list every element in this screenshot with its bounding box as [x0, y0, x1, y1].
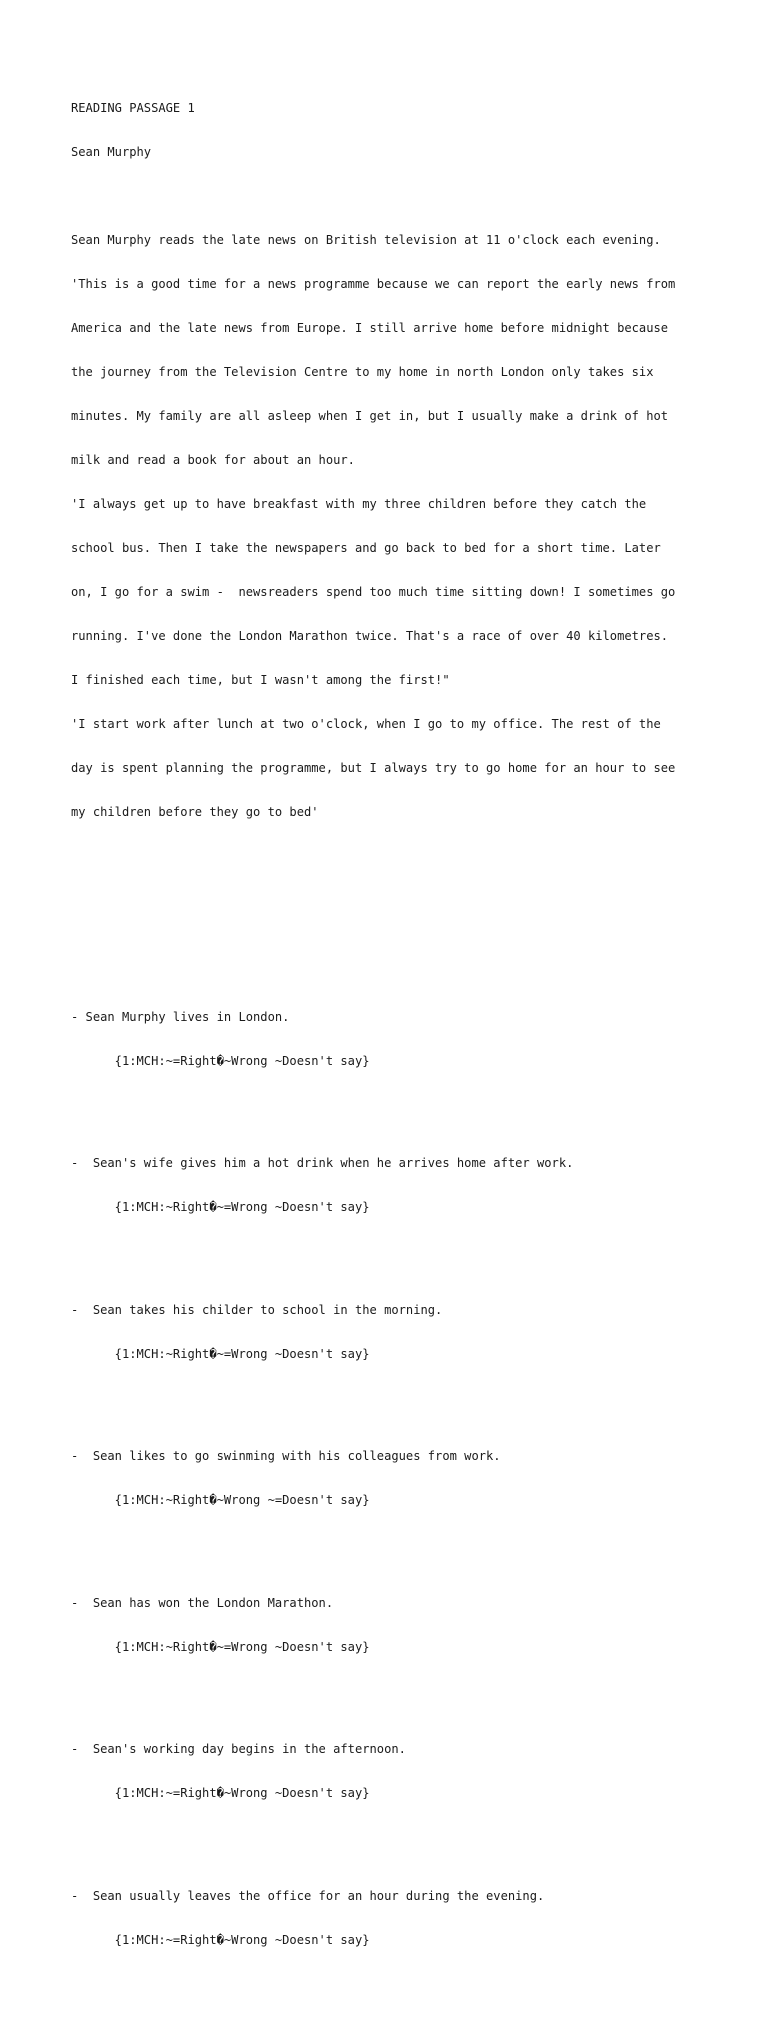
passage-line: America and the late news from Europe. I still arrive home before midnight because [71, 321, 669, 336]
question-item [71, 1273, 731, 1390]
question-answer-code: {1:MCH:~=Right�~Wrong ~Doesn't say} [71, 1053, 370, 1068]
passage-line: running. I've done the London Marathon twice. That's a race of over 40 kilometres. [71, 628, 669, 643]
passage-line: the journey from the Television Centre to my home in north London only takes six [71, 365, 654, 380]
passage-line: my children before they go to bed' [71, 804, 319, 819]
question-statement: - Sean usually leaves the office for an hour during the evening. [71, 1888, 545, 1903]
question-list [71, 951, 731, 2006]
passage-line: school bus. Then I take the newspapers and go back to bed for a short time. Later [71, 540, 661, 555]
question-statement: - Sean likes to go swinming with his colleagues from work. [71, 1449, 501, 1464]
passage-line: on, I go for a swim - newsreaders spend too much time sitting down! I sometimes go [71, 584, 676, 599]
passage-subject-name: Sean Murphy [71, 145, 152, 160]
question-answer-code: {1:MCH:~=Right�~Wrong ~Doesn't say} [71, 1932, 370, 1947]
passage-line: milk and read a book for about an hour. [71, 452, 355, 467]
passage-line: day is spent planning the programme, but I always try to go home for an hour to see [71, 760, 676, 775]
question-statement: - Sean's wife gives him a hot drink when he arrives home after work. [71, 1156, 574, 1171]
passage-line: minutes. My family are all asleep when I get in, but I usually make a drink of hot [71, 409, 669, 423]
question-statement: - Sean has won the London Marathon. [71, 1595, 334, 1610]
question-answer-code: {1:MCH:~Right�~Wrong ~=Doesn't say} [71, 1493, 370, 1508]
document-page [71, 72, 731, 2021]
question-item [71, 1860, 731, 1977]
passage-line: 'This is a good time for a news programme because we can report the early news from [71, 277, 676, 292]
question-item [71, 1127, 731, 1244]
question-answer-code: {1:MCH:~Right�~=Wrong ~Doesn't say} [71, 1346, 370, 1361]
passage-line: 'I start work after lunch at two o'clock, when I go to my office. The rest of the [71, 716, 661, 731]
passage-line: Sean Murphy reads the late news on British television at 11 o'clock each evening. [71, 233, 661, 248]
passage-line: 'I always get up to have breakfast with my three children before they catch the [71, 496, 647, 511]
passage-line: I finished each time, but I wasn't among the first!" [71, 672, 450, 687]
question-item [71, 1567, 731, 1684]
question-item [71, 980, 731, 1097]
question-statement: - Sean takes his childer to school in the morning. [71, 1302, 443, 1317]
question-answer-code: {1:MCH:~Right�~=Wrong ~Doesn't say} [71, 1639, 370, 1654]
passage-body [71, 204, 731, 849]
question-answer-code: {1:MCH:~=Right�~Wrong ~Doesn't say} [71, 1786, 370, 1801]
passage-heading: READING PASSAGE 1 [71, 101, 195, 116]
question-statement: - Sean's working day begins in the afternoon. [71, 1742, 406, 1757]
question-answer-code: {1:MCH:~Right�~=Wrong ~Doesn't say} [71, 1200, 370, 1215]
blank-line [71, 893, 731, 908]
question-item [71, 1420, 731, 1537]
question-item [71, 1713, 731, 1830]
question-statement: - Sean Murphy lives in London. [71, 1009, 290, 1024]
